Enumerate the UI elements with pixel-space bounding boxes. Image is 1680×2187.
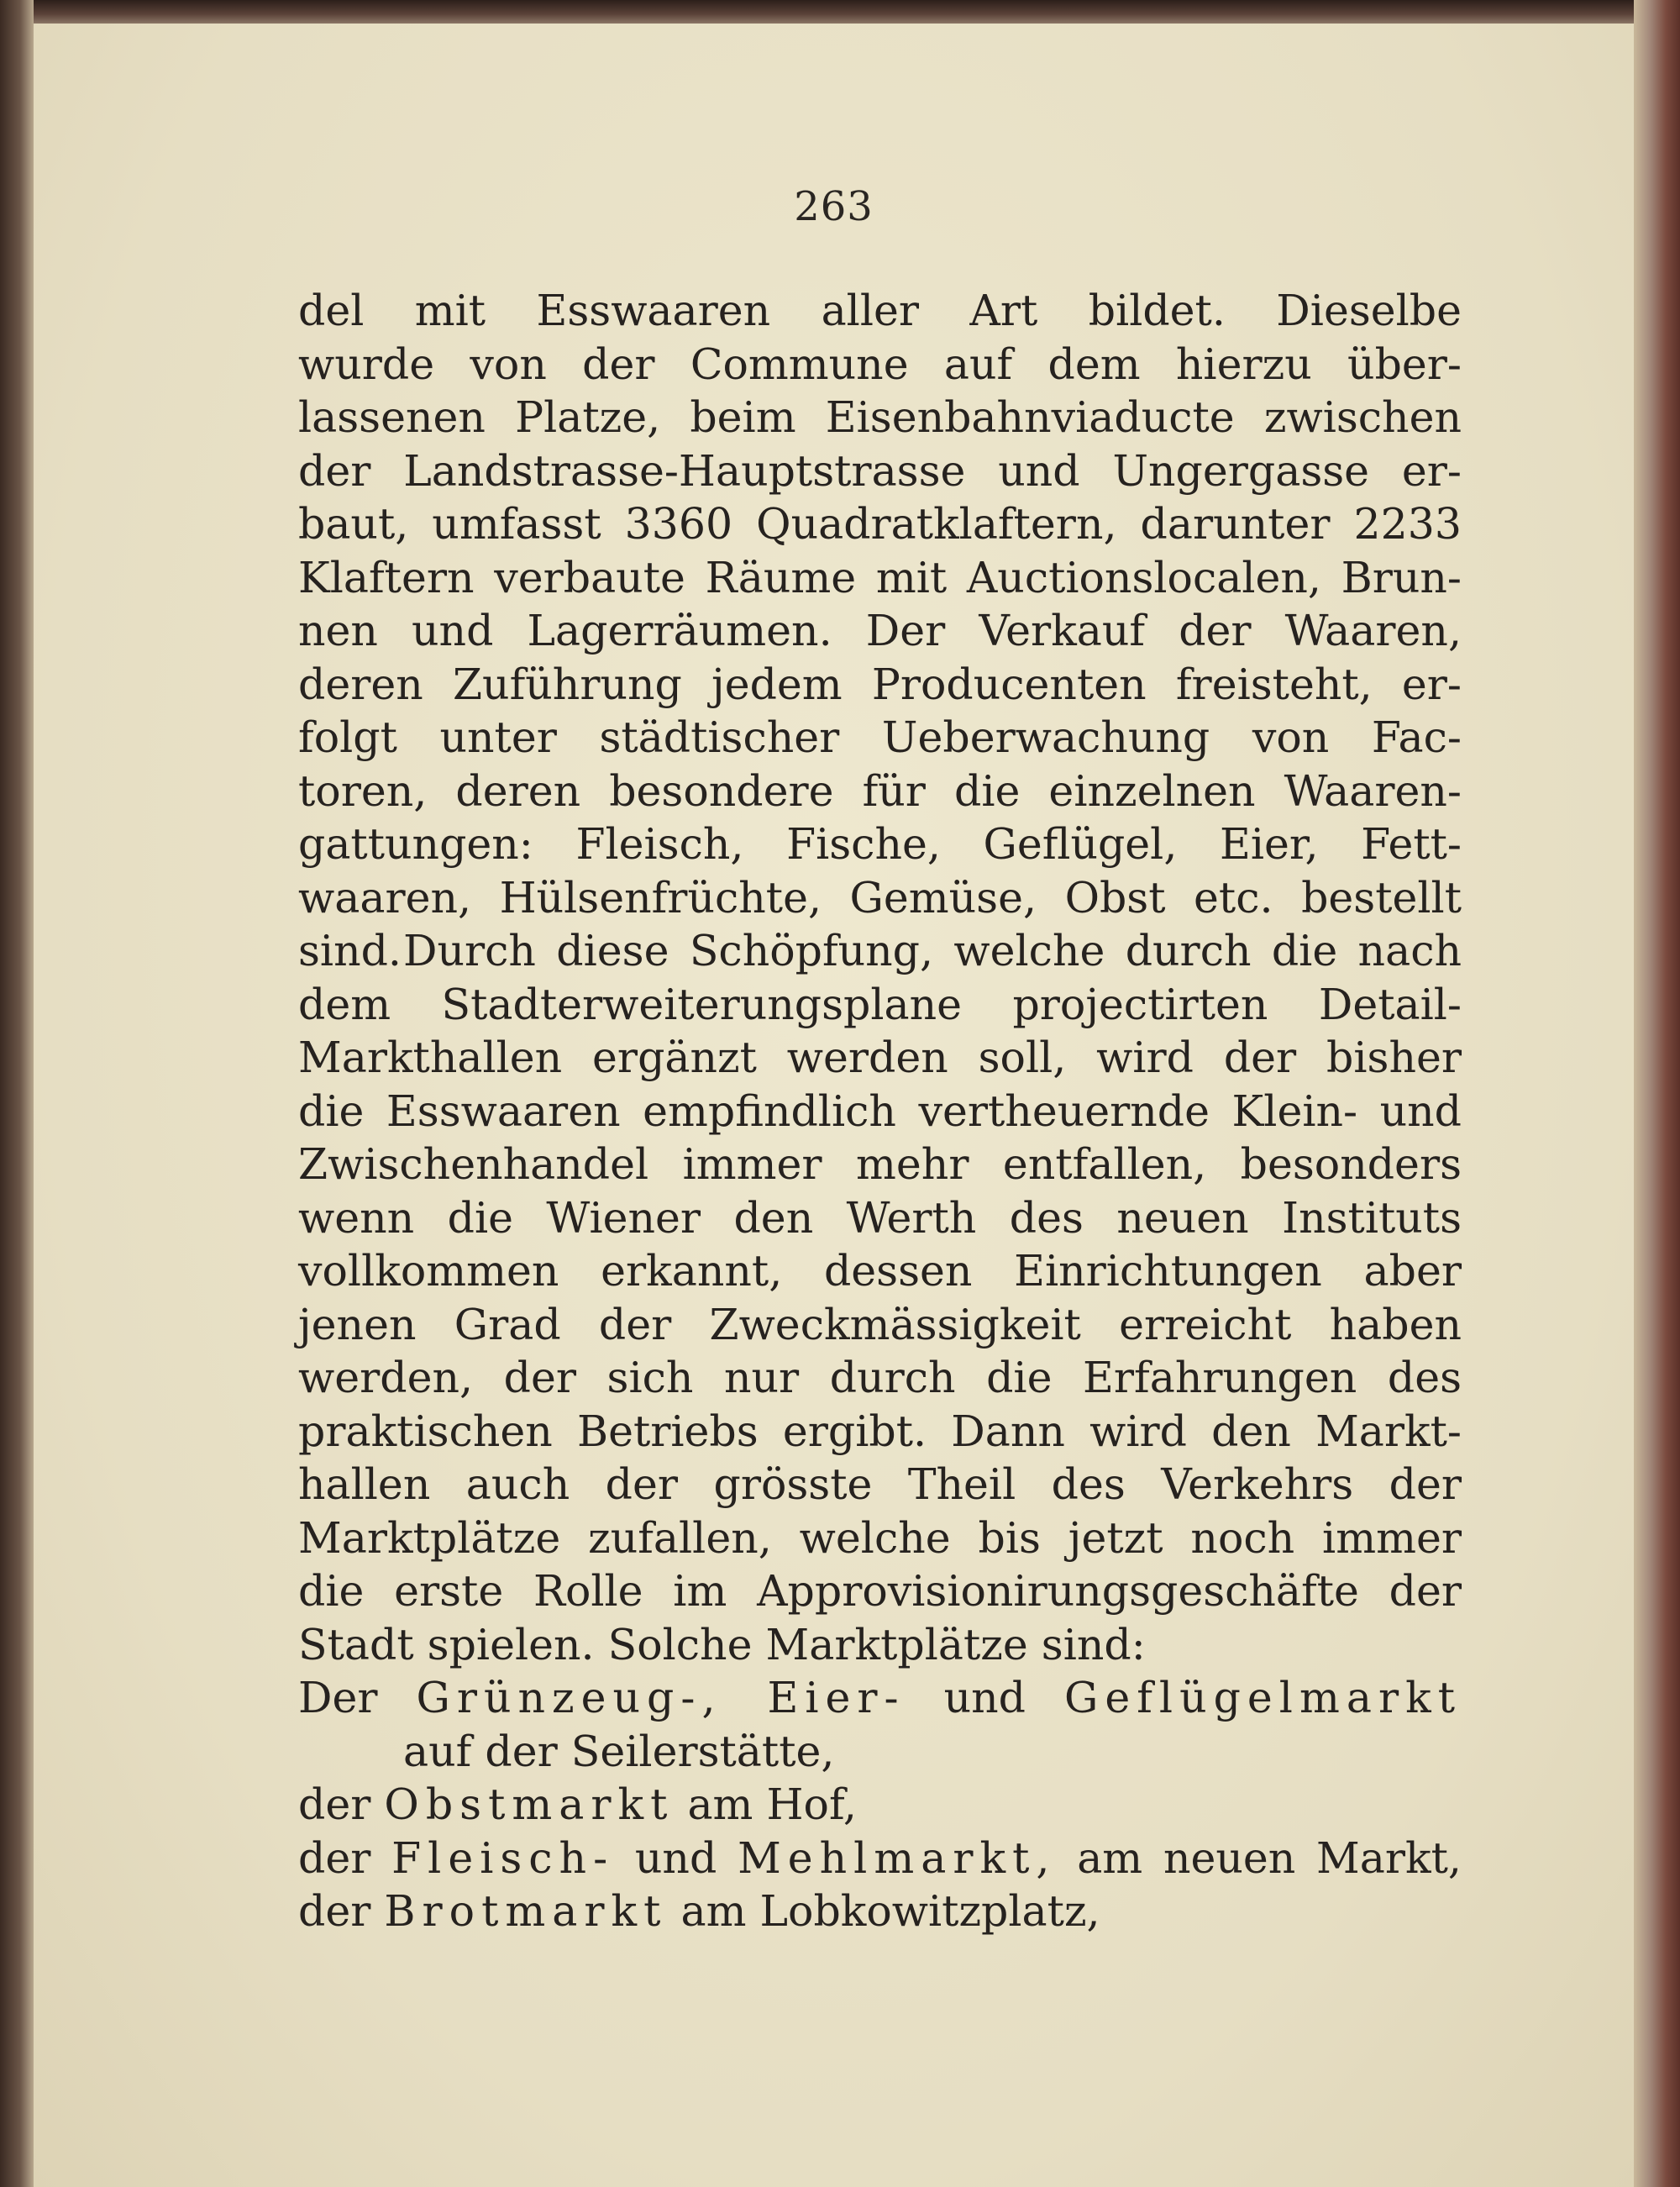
market-name: Mehlmarkt, <box>738 1832 1057 1883</box>
book-left-edge <box>0 0 34 2187</box>
text-line: praktischen Betriebs ergibt. Dann wird den Markt- <box>298 1406 1462 1456</box>
text-line: Zwischenhandel immer mehr entfallen, besonders <box>298 1139 1462 1189</box>
list-item-fleischmarkt <box>298 1832 1462 1885</box>
list-item-location: am neuen Markt, <box>1077 1832 1462 1883</box>
text-line: der Landstrasse-Hauptstrasse und Ungergasse er- <box>298 445 1462 496</box>
text-line: del mit Esswaaren aller Art bildet. Dieselbe <box>298 286 1462 335</box>
list-item-obstmarkt <box>298 1778 1462 1832</box>
book-top-edge <box>0 0 1680 24</box>
text-line: baut, umfasst 3360 Quadratklaftern, darunter 2233 <box>298 499 1462 549</box>
text-line: die Esswaaren empfindlich vertheuernde Klein- und <box>298 1086 1462 1136</box>
text-line: vollkommen erkannt, dessen Einrichtungen aber <box>298 1246 1462 1296</box>
list-item-brotmarkt <box>298 1885 1462 1938</box>
book-right-edge <box>1634 0 1680 2187</box>
market-name: Brotmarkt <box>384 1886 668 1936</box>
list-conjunction: und <box>634 1832 717 1883</box>
text-line: Durch diese Schöpfung, welche durch die nach <box>403 926 1462 975</box>
list-conjunction: und <box>943 1673 1026 1722</box>
text-line: jenen Grad der Zweckmässigkeit erreicht haben <box>298 1299 1462 1349</box>
text-line: Stadt spielen. Solche Marktplätze sind: <box>298 1619 1146 1669</box>
book-page <box>34 24 1634 2187</box>
list-item-gruenzeugmarkt <box>298 1671 1462 1725</box>
market-name: Fleisch- <box>391 1832 615 1883</box>
text-line: wenn die Wiener den Werth des neuen Instituts <box>298 1192 1462 1243</box>
text-line: Klaftern verbaute Räume mit Auctionslocalen, Brun- <box>298 552 1462 602</box>
text-line: hallen auch der grösste Theil des Verkehrs der <box>298 1459 1462 1509</box>
text-line: Markthallen ergänzt werden soll, wird der bisher <box>298 1033 1462 1082</box>
text-line: die erste Rolle im Approvisionirungsgeschäfte der <box>298 1566 1462 1616</box>
text-line: wurde von der Commune auf dem hierzu über- <box>298 339 1462 389</box>
text-line: deren Zuführung jedem Producenten freisteht, er- <box>298 659 1462 709</box>
list-item-prefix: der <box>298 1886 371 1936</box>
market-name: Geflügelmarkt <box>1064 1673 1462 1722</box>
text-line: gattungen: Fleisch, Fische, Geflügel, Eier, Fett- <box>298 819 1462 869</box>
text-line: lassenen Platze, beim Eisenbahnviaducte zwischen <box>298 392 1462 442</box>
body-text <box>298 284 1462 1938</box>
text-line: Marktplätze zufallen, welche bis jetzt noch immer <box>298 1512 1462 1563</box>
text-line: nen und Lagerräumen. Der Verkauf der Waaren, <box>298 606 1462 655</box>
list-item-prefix: Der <box>298 1673 378 1722</box>
list-item-continuation: auf der Seilerstätte, <box>403 1726 835 1776</box>
text-line: toren, deren besondere für die einzelnen Waaren- <box>298 765 1462 816</box>
text-line: waaren, Hülsenfrüchte, Gemüse, Obst etc. bestellt sind. <box>298 872 1462 975</box>
list-item-location: am Hof, <box>687 1780 857 1829</box>
market-name: Obstmarkt <box>384 1780 675 1829</box>
list-item-prefix: der <box>298 1780 371 1829</box>
text-line: werden, der sich nur durch die Erfahrungen des <box>298 1353 1462 1402</box>
market-name: Grünzeug-, Eier- <box>416 1673 906 1722</box>
list-item-location: am Lobkowitzplatz, <box>680 1886 1100 1936</box>
list-item-prefix: der <box>298 1832 371 1883</box>
text-line: folgt unter städtischer Ueberwachung von Fac- <box>298 712 1462 762</box>
page-number: 263 <box>794 183 874 230</box>
text-line: dem Stadterweiterungsplane projectirten Detail- <box>298 979 1462 1029</box>
